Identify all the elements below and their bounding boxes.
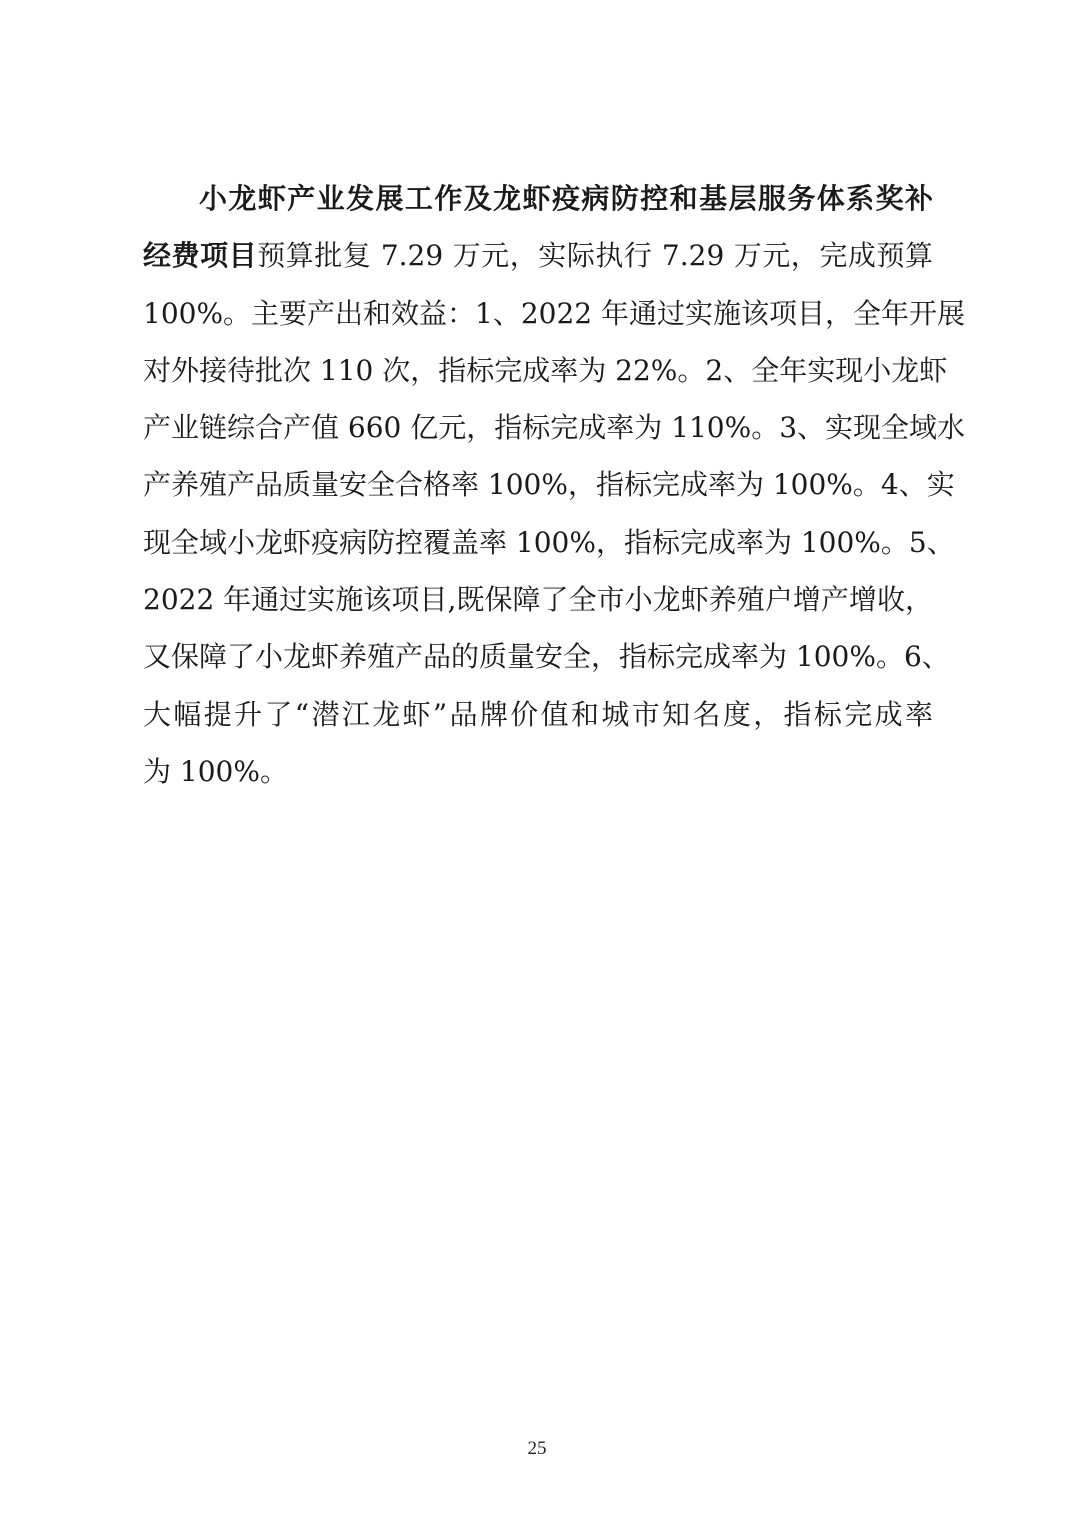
text-run: 2022 年通过实施该项目,既保障了全市小龙虾养殖户增产增收，: [143, 583, 933, 617]
text-run: 对外接待批次 110 次，指标完成率为 22%。2、全年实现小龙虾: [143, 353, 948, 387]
paragraph-line: [143, 686, 933, 743]
paragraph-line: [143, 628, 950, 685]
paragraph-line: [143, 227, 933, 284]
text-run: 大幅提升了“潜江龙虾”品牌价值和城市知名度，指标完成率: [143, 697, 933, 731]
paragraph-line: [143, 170, 933, 227]
body-paragraph: [143, 170, 966, 800]
bold-run: 小龙虾产业发展工作及龙虾疫病防控和基层服务体系奖补: [199, 182, 933, 215]
paragraph-line: [143, 571, 933, 628]
page-number: 25: [527, 1438, 547, 1459]
text-run: 预算批复 7.29 万元，实际执行 7.29 万元，完成预算: [257, 239, 933, 273]
paragraph-line: [143, 743, 933, 800]
paragraph-line: [143, 514, 955, 571]
paragraph-line: [143, 456, 955, 513]
text-run: 现全域小龙虾疫病防控覆盖率 100%，指标完成率为 100%。5、: [143, 525, 955, 559]
paragraph-line: [143, 285, 966, 342]
text-run: 100%。主要产出和效益：1、2022 年通过实施该项目，全年开展: [143, 296, 966, 330]
text-run: 产业链综合产值 660 亿元，指标完成率为 110%。3、实现全域水: [143, 411, 966, 445]
bold-run: 经费项目: [143, 239, 258, 273]
text-run: 又保障了小龙虾养殖产品的质量安全，指标完成率为 100%。6、: [143, 640, 950, 674]
paragraph-line: [143, 399, 966, 456]
paragraph-line: [143, 342, 948, 399]
text-run: 产养殖产品质量安全合格率 100%，指标完成率为 100%。4、实: [143, 468, 955, 502]
text-run: 为 100%。: [143, 754, 288, 788]
